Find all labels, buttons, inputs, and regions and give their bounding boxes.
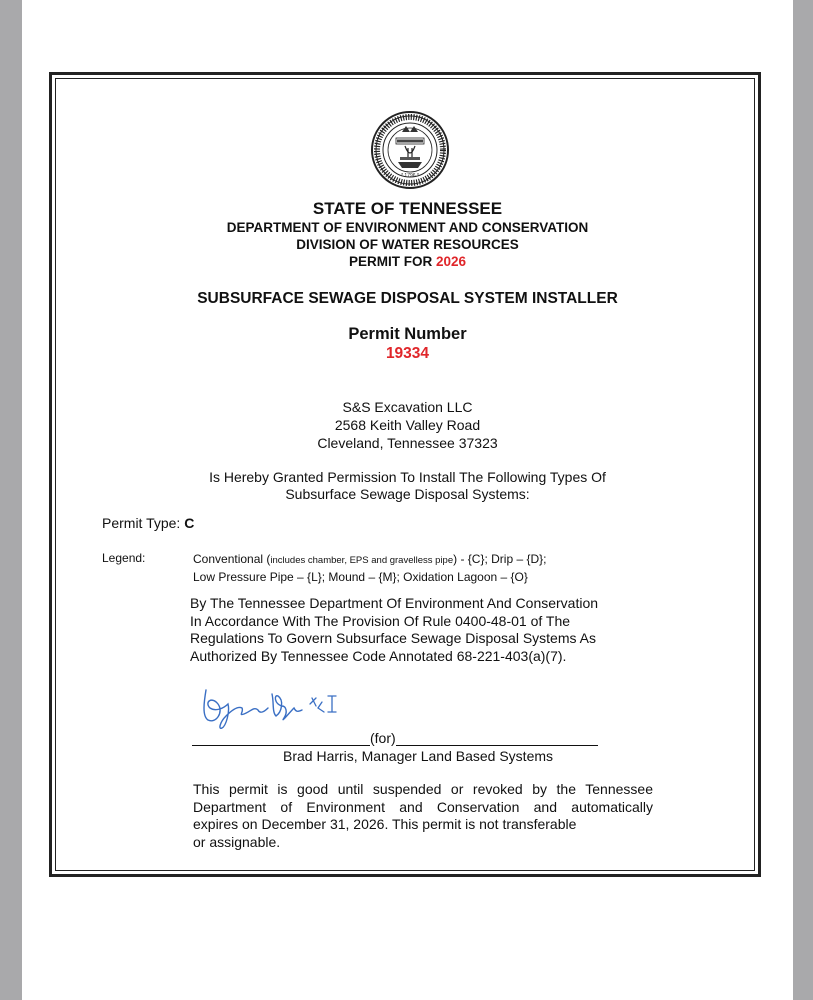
legend-codes-1: ) - {C}; Drip – {D}; [453,552,547,566]
authority-line-1: By The Tennessee Department Of Environment And Conservation [190,595,599,611]
validity-statement [193,781,653,851]
granted-line-1: Is Hereby Granted Permission To Install The Following Types Of [209,469,606,485]
signature-blank-left [192,731,370,746]
authority-line-4: Authorized By Tennessee Code Annotated 68-221-403(a)(7). [190,647,567,664]
permit-year: 2026 [435,254,467,269]
permittee-city: Cleveland, Tennessee 37323 [317,435,498,451]
legend-text [193,551,546,585]
legend-line-2: Low Pressure Pipe – {L}; Mound – {M}; Oxidation Lagoon – {O} [193,570,528,584]
legend-line-1 [193,551,546,569]
authority-line-3: Regulations To Govern Subsurface Sewage Disposal Systems As [190,630,596,646]
signature-line [192,730,598,746]
validity-line-4: or assignable. [193,833,281,850]
authority-statement [190,595,598,665]
granted-line-2: Subsurface Sewage Disposal Systems: [285,486,530,502]
permittee-name: S&S Excavation LLC [342,399,473,415]
legend-label: Legend: [102,551,146,565]
granted-statement [22,469,793,503]
permit-type [102,515,194,531]
permit-for-label: PERMIT FOR [348,254,433,269]
permit-page [22,0,793,1000]
svg-text:* 1796 *: * 1796 * [401,173,419,179]
department-title: DEPARTMENT OF ENVIRONMENT AND CONSERVATION [226,220,589,235]
legend-conventional-note: includes chamber, EPS and gravelless pipe [270,555,454,566]
handwritten-signature [198,682,368,732]
legend-conventional: Conventional ( [193,552,271,566]
permit-title: SUBSURFACE SEWAGE DISPOSAL SYSTEM INSTALLER [197,290,618,307]
authority-line-2: In Accordance With The Provision Of Rule 0400-48-01 of The [190,612,571,629]
permittee-address [22,398,793,452]
permittee-street: 2568 Keith Valley Road [334,417,481,433]
validity-line-3: expires on December 31, 2026. This permit is not transferable [193,816,577,832]
tennessee-state-seal-icon [370,110,450,190]
state-title: STATE OF TENNESSEE [312,199,503,218]
signatory-name: Brad Harris, Manager Land Based Systems [283,748,554,764]
division-title: DIVISION OF WATER RESOURCES [296,237,519,252]
validity-line-2: Department of Environment and Conservation and automatically [193,798,653,815]
permit-number-label: Permit Number [348,325,467,343]
permit-number-value: 19334 [385,345,430,362]
permit-type-value: C [184,515,195,531]
signature-blank-right [396,731,598,746]
permit-type-label: Permit Type: [102,515,181,531]
permit-for-line [22,254,793,269]
validity-line-1: This permit is good until suspended or revoked by the Tennessee [193,781,653,797]
signature-for-label: (for) [370,730,396,746]
